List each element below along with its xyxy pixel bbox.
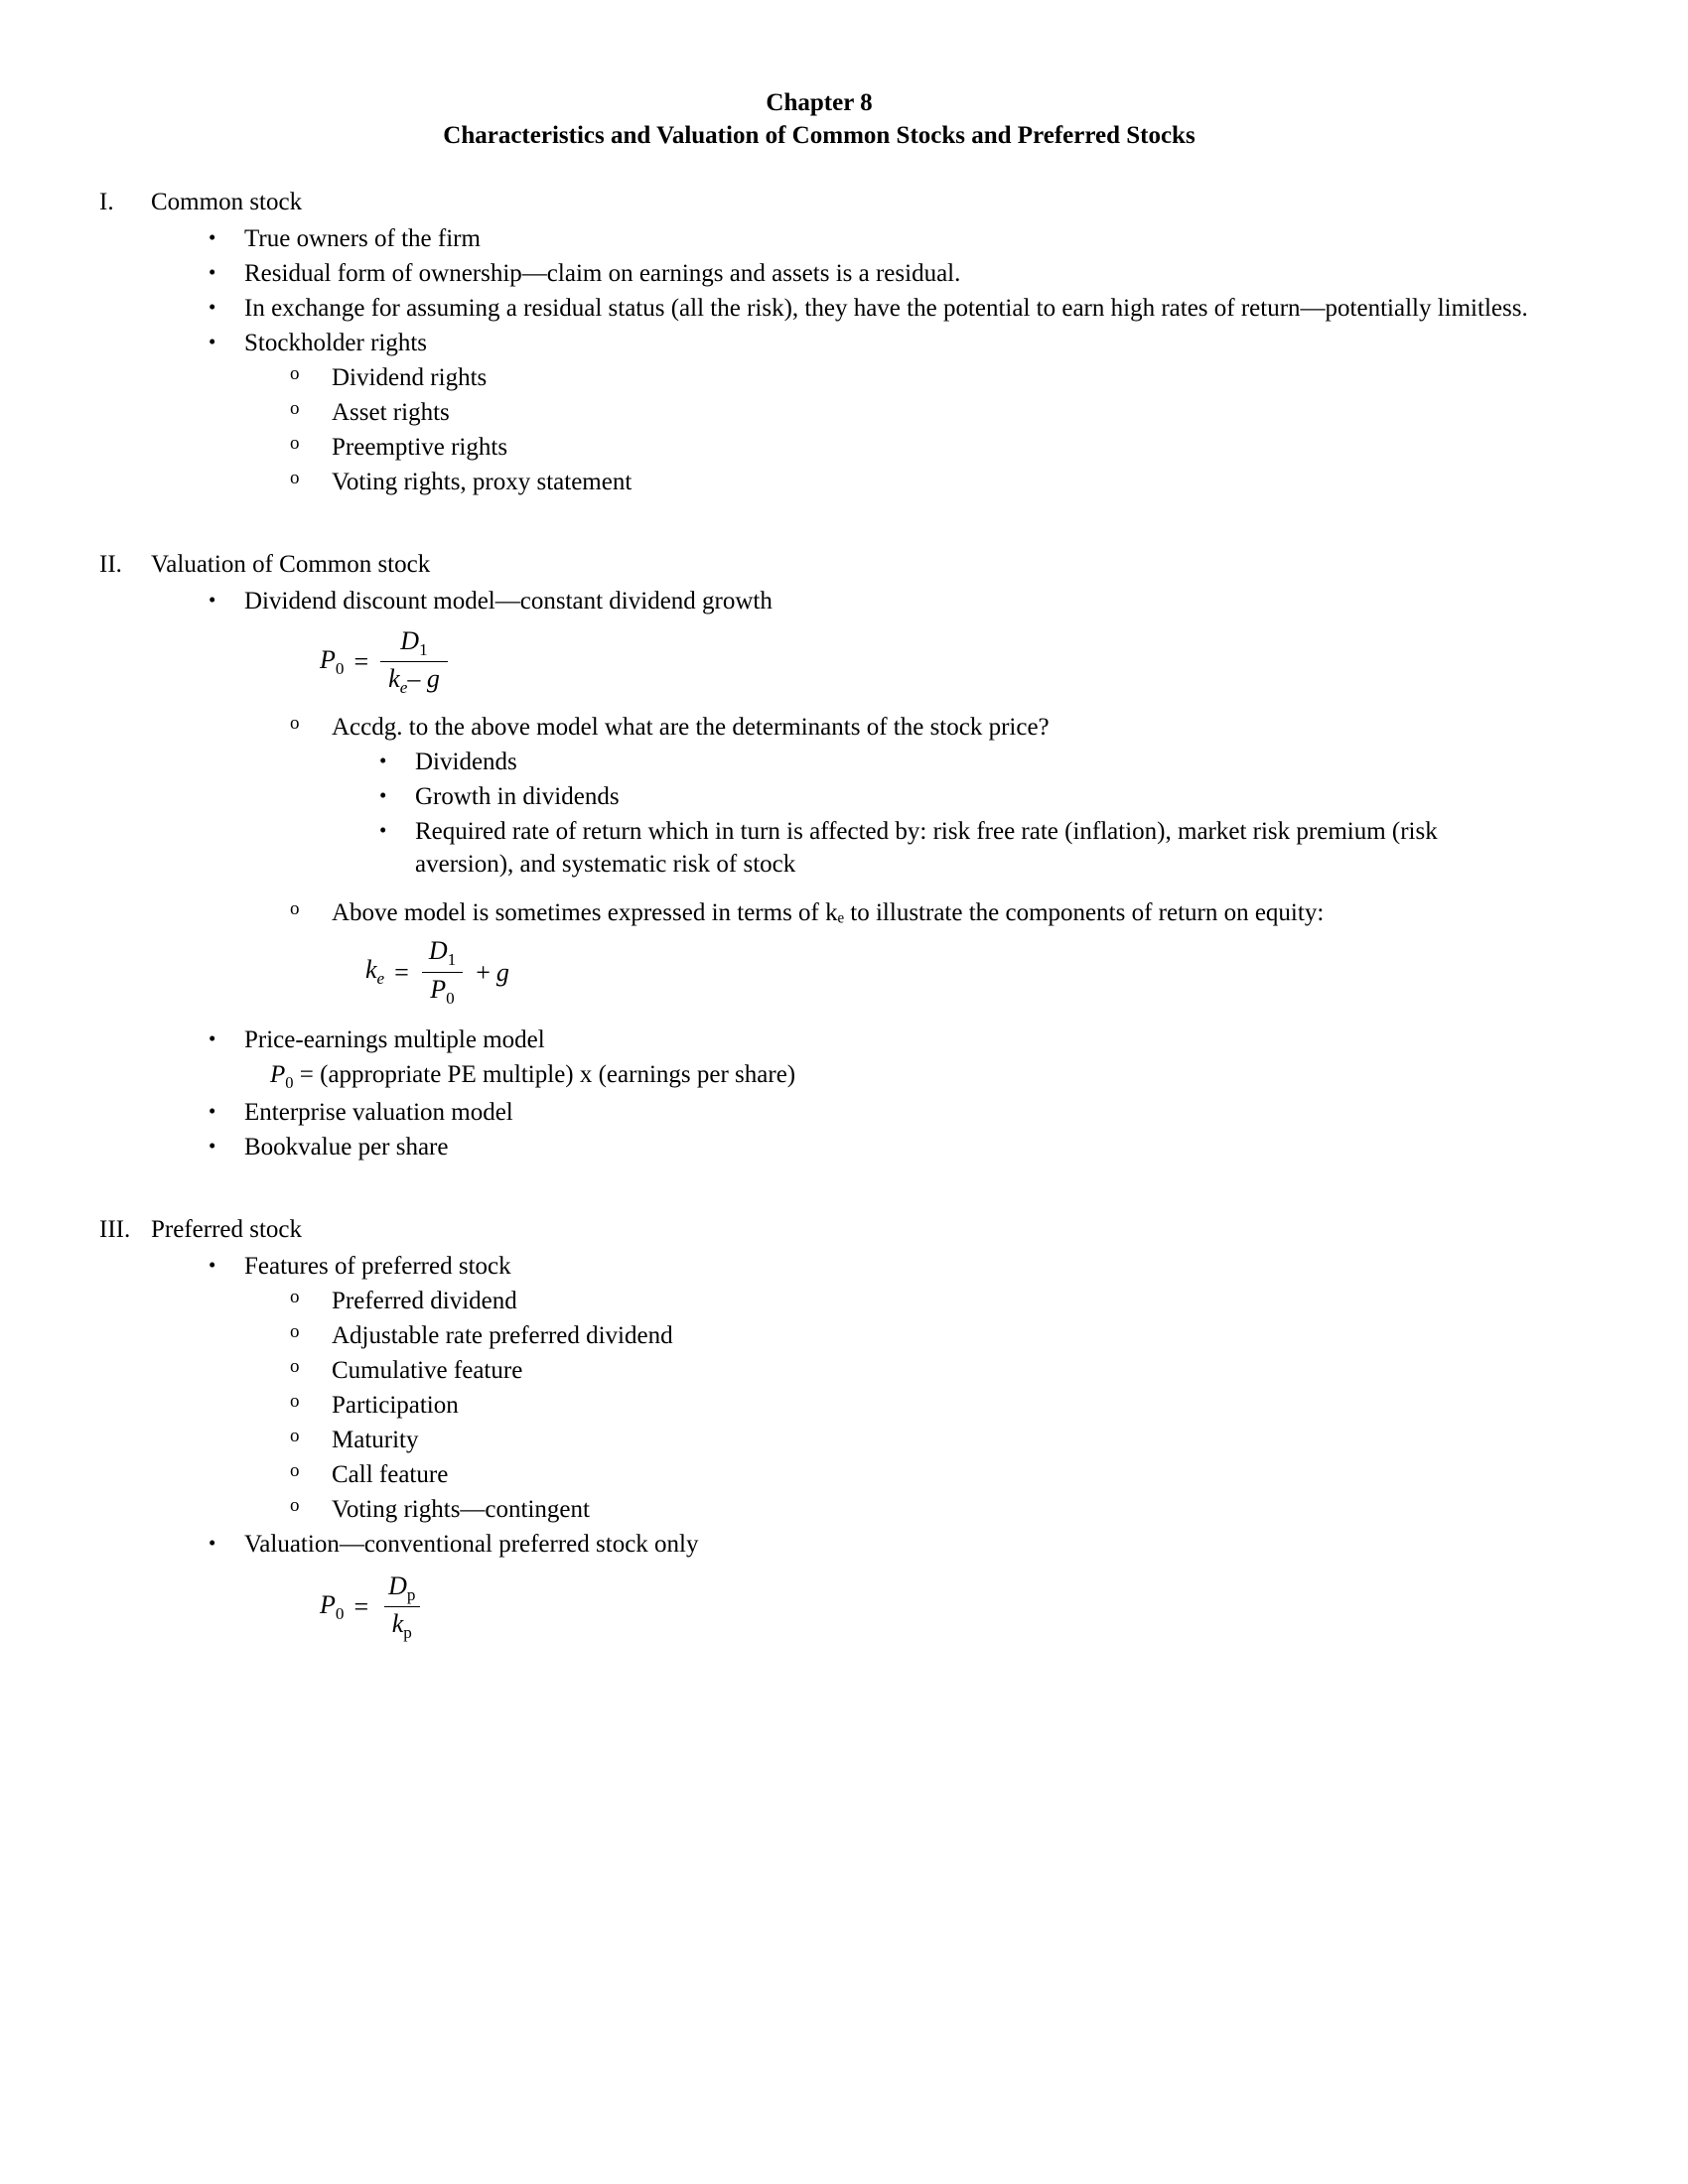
circle-bullet-icon: o [290,1425,300,1446]
fraction-numerator [421,937,464,971]
fraction-denominator [380,661,448,697]
equation-cost-of-equity [365,937,1539,1007]
equation-operator: = [353,1591,369,1621]
fraction-numerator [392,627,435,661]
list-item-label: Accdg. to the above model what are the determinants of the stock price? [332,714,1050,742]
list-item-label: Dividend discount model—constant dividend growth [244,588,773,614]
list-item-label: Preferred dividend [332,1287,517,1314]
equation-subscript: p [406,1584,416,1604]
list-item [209,585,1539,617]
title-line-2: Characteristics and Valuation of Common Stocks and Preferred Stocks [443,121,1196,149]
equation-subscript: 0 [335,1603,345,1623]
list-item-label: Dividend rights [332,364,488,391]
equation-subscript: 1 [447,950,457,970]
list-item [379,746,1539,778]
section-heading: Common stock [151,189,303,215]
section-heading-row [99,1213,1539,1246]
list-item-label: Maturity [332,1426,419,1453]
list-item-label: Bookvalue per share [244,1133,449,1160]
equation-variable: P [320,645,336,675]
section-numeral: II. [99,551,122,578]
list-item-label: Required rate of return which in turn is affected by: risk free rate (inflation), market risk premium (risk aversion), and systematic risk of stock [415,818,1438,879]
equation-subscript: e [376,969,385,989]
bullet-icon: • [209,1025,216,1050]
bullet-icon: • [209,1098,216,1123]
list-item-label: Growth in dividends [415,783,620,811]
list-item-label: Call feature [332,1460,449,1488]
bullet-icon: • [209,260,216,284]
equation-subscript: 1 [419,640,428,660]
list-item [379,780,1539,813]
list-item-label: True owners of the firm [244,225,481,252]
fraction-denominator [384,1606,420,1642]
list-item-label: Features of preferred stock [244,1252,511,1280]
circle-bullet-icon: o [290,1494,300,1516]
equation-subscript: 0 [285,1072,294,1092]
list-item-label: Voting rights, proxy statement [332,469,633,495]
list-item-label: Price-earnings multiple model [244,1025,545,1053]
list-item [290,896,1539,929]
section-heading: Preferred stock [151,1215,303,1243]
circle-bullet-icon: o [290,363,300,384]
list-item-label: Enterprise valuation model [244,1098,513,1126]
bullet-icon: • [379,783,387,808]
list-item [290,466,1539,498]
fraction [421,937,464,1007]
list-item-label: Voting rights—contingent [332,1495,590,1523]
section-numeral: I. [99,189,114,215]
equation-variable: D [428,936,448,966]
bullet-icon: • [209,225,216,249]
section-preferred-stock [99,1213,1539,1642]
list-item [290,1389,1539,1422]
list-item-label: Dividends [415,749,517,776]
list-item-label: Asset rights [332,399,450,426]
circle-bullet-icon: o [290,1459,300,1481]
equation-operator: + [476,957,491,987]
equation-tail: – g [407,664,440,694]
circle-bullet-icon: o [290,1320,300,1342]
list-item [290,431,1539,464]
circle-bullet-icon: o [290,1390,300,1412]
list-item [290,361,1539,394]
equation-text: = (appropriate PE multiple) x (earnings per share) [299,1060,796,1088]
equation-preferred-stock-value [320,1572,1539,1642]
circle-bullet-icon: o [290,398,300,419]
list-item [209,1024,1539,1056]
equation-subscript: 0 [446,988,455,1008]
list-item-label: Adjustable rate preferred dividend [332,1321,673,1349]
list-item-label: In exchange for assuming a residual status (all the risk), they have the potential to earn high rates of return—potentially limitless. [244,295,1528,322]
circle-bullet-icon: o [290,468,300,488]
list-item-label: Above model is sometimes expressed in terms of kₑ to illustrate the components of return on equity: [332,899,1325,927]
list-item [290,711,1539,744]
equation-subscript: 0 [335,659,345,679]
equation-variable: P [320,1589,336,1619]
equation-variable: P [430,974,447,1004]
bullet-icon: • [379,749,387,773]
equation-variable: k [365,955,377,985]
section-heading: Valuation of Common stock [151,551,431,578]
circle-bullet-icon: o [290,1355,300,1377]
equation-variable: D [400,626,420,655]
list-item-label: Preemptive rights [332,434,508,461]
list-item-label: Stockholder rights [244,330,428,356]
bullet-icon: • [209,330,216,353]
list-item [290,396,1539,429]
list-item [209,222,1539,255]
equation-operator: = [394,957,409,987]
list-item [209,1528,1539,1561]
list-item [209,1250,1539,1283]
list-item [290,1458,1539,1491]
circle-bullet-icon: o [290,713,300,735]
list-item [290,1424,1539,1456]
list-item [290,1493,1539,1526]
list-item [379,815,1539,881]
circle-bullet-icon: o [290,1286,300,1307]
equation-dividend-discount-model [320,627,1539,697]
title-line-1: Chapter 8 [766,89,873,116]
list-item [209,257,1539,290]
list-item [290,1285,1539,1317]
list-item-label: Valuation—conventional preferred stock only [244,1530,699,1558]
section-numeral: III. [99,1215,131,1243]
list-item-label: Participation [332,1391,459,1419]
equation-variable: P [270,1060,286,1088]
list-item-label: Cumulative feature [332,1356,523,1384]
list-item [209,1096,1539,1129]
equation-variable: D [388,1570,407,1600]
equation-variable: k [388,664,400,694]
bullet-icon: • [209,1530,216,1555]
equation-operator: = [353,647,369,677]
section-valuation-common-stock [99,548,1539,1163]
equation-variable: k [391,1608,404,1638]
fraction [380,1572,423,1642]
list-item [209,292,1539,325]
equation-subscript: p [403,1622,412,1642]
list-item [290,1354,1539,1387]
equation-pe-multiple [270,1058,1539,1094]
section-heading-row [99,548,1539,581]
circle-bullet-icon: o [290,898,300,920]
fraction-denominator [422,972,462,1008]
section-common-stock [99,186,1539,498]
list-item [290,1319,1539,1352]
bullet-icon: • [209,588,216,612]
bullet-icon: • [209,1252,216,1277]
list-item-label: Residual form of ownership—claim on earnings and assets is a residual. [244,260,961,287]
bullet-icon: • [379,818,387,843]
circle-bullet-icon: o [290,433,300,454]
document-title [99,87,1539,152]
fraction-numerator [380,1572,423,1606]
list-item [209,1131,1539,1163]
section-heading-row [99,186,1539,218]
list-item [209,327,1539,359]
equation-subscript: e [399,678,408,698]
equation-tail: g [495,957,509,987]
bullet-icon: • [209,1133,216,1158]
bullet-icon: • [209,295,216,319]
fraction [380,627,448,697]
